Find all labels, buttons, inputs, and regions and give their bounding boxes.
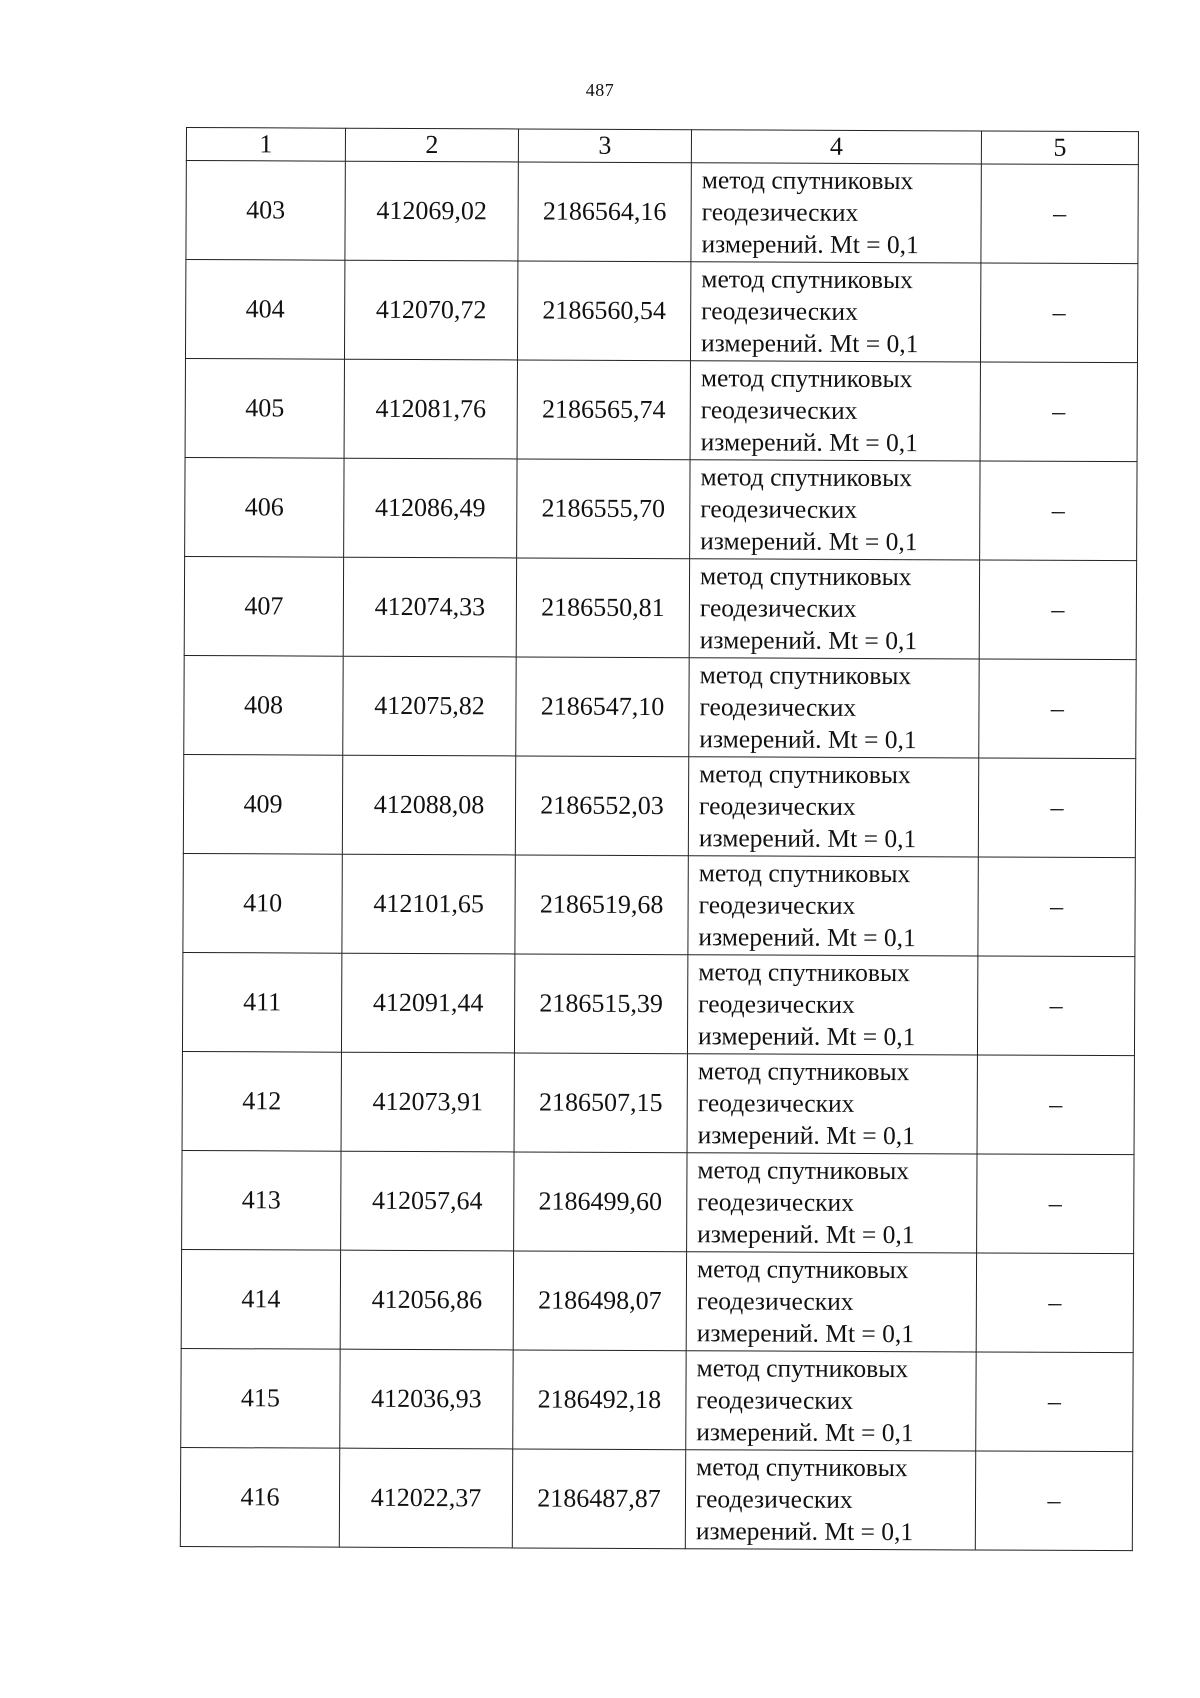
x-coordinate-cell: 412057,64 — [341, 1151, 514, 1251]
y-coordinate-cell: 2186499,60 — [514, 1152, 687, 1252]
method-cell — [685, 1450, 975, 1550]
method-line: метод спутниковых — [696, 1254, 909, 1285]
method-line: измерений. Mt = 0,1 — [698, 823, 917, 854]
point-number-cell: 403 — [186, 161, 345, 261]
header-row — [186, 128, 1138, 165]
y-coordinate-cell: 2186547,10 — [516, 657, 689, 757]
y-coordinate-cell: 2186560,54 — [517, 261, 690, 361]
y-coordinate-cell: 2186515,39 — [514, 954, 687, 1054]
table-header — [186, 128, 1138, 165]
method-line: геодезических — [700, 395, 858, 425]
y-coordinate-cell: 2186487,87 — [512, 1449, 685, 1549]
method-cell — [689, 559, 979, 659]
table-row — [182, 1150, 1134, 1253]
method-line: измерений. Mt = 0,1 — [700, 526, 918, 557]
table-row — [181, 1249, 1133, 1352]
method-line: геодезических — [698, 890, 856, 920]
method-line: метод спутниковых — [699, 561, 912, 592]
method-line: измерений. Mt = 0,1 — [701, 229, 919, 260]
point-number-cell: 416 — [180, 1447, 339, 1547]
note-cell: – — [980, 263, 1137, 363]
method-line: геодезических — [701, 197, 859, 227]
note-cell: – — [977, 1055, 1134, 1155]
y-coordinate-cell: 2186552,03 — [515, 756, 688, 856]
point-number-cell: 412 — [182, 1051, 341, 1151]
method-line: измерений. Mt = 0,1 — [696, 1417, 914, 1448]
point-number-cell: 404 — [185, 260, 344, 360]
point-number-cell: 411 — [182, 952, 341, 1052]
note-cell: – — [976, 1253, 1133, 1353]
table-row — [180, 1447, 1132, 1550]
x-coordinate-cell: 412022,37 — [339, 1448, 512, 1548]
note-cell: – — [979, 659, 1136, 759]
table-row — [185, 260, 1137, 363]
method-line: геодезических — [701, 296, 858, 326]
method-line: метод спутниковых — [697, 1155, 910, 1186]
header-cell-5: 5 — [981, 131, 1138, 165]
method-line: метод спутниковых — [697, 1056, 910, 1087]
method-line: метод спутниковых — [698, 957, 910, 988]
point-number-cell: 406 — [185, 457, 344, 557]
point-number-cell: 409 — [183, 754, 342, 854]
method-cell — [687, 955, 977, 1055]
method-line: метод спутниковых — [696, 1452, 908, 1483]
method-cell — [690, 361, 980, 461]
x-coordinate-cell: 412056,86 — [340, 1250, 513, 1350]
x-coordinate-cell: 412073,91 — [341, 1052, 514, 1152]
method-cell — [691, 163, 981, 263]
method-cell — [687, 1153, 977, 1253]
method-line: геодезических — [695, 1484, 853, 1514]
method-cell — [688, 856, 978, 956]
method-line: метод спутниковых — [698, 858, 911, 889]
method-line: измерений. Mt = 0,1 — [698, 922, 916, 953]
method-line: геодезических — [699, 593, 857, 623]
method-line: измерений. Mt = 0,1 — [699, 724, 917, 755]
method-line: геодезических — [700, 494, 858, 524]
x-coordinate-cell: 412101,65 — [342, 854, 515, 954]
y-coordinate-cell: 2186498,07 — [513, 1251, 686, 1351]
method-line: геодезических — [698, 989, 855, 1019]
method-line: измерений. Mt = 0,1 — [699, 625, 918, 656]
table-row — [182, 952, 1134, 1055]
y-coordinate-cell: 2186564,16 — [518, 162, 691, 262]
method-cell — [689, 658, 979, 758]
table-row — [183, 853, 1135, 956]
x-coordinate-cell: 412074,33 — [343, 557, 516, 657]
method-line: геодезических — [699, 692, 857, 722]
point-number-cell: 413 — [182, 1150, 341, 1250]
point-number-cell: 407 — [184, 556, 343, 656]
method-line: геодезических — [697, 1187, 855, 1217]
method-line: метод спутниковых — [699, 759, 911, 790]
note-cell: – — [978, 857, 1135, 957]
x-coordinate-cell: 412081,76 — [344, 359, 517, 459]
method-line: измерений. Mt = 0,1 — [697, 1021, 916, 1052]
method-line: метод спутниковых — [701, 165, 914, 196]
x-coordinate-cell: 412091,44 — [341, 953, 514, 1053]
point-number-cell: 405 — [185, 358, 344, 458]
point-number-cell: 408 — [184, 655, 343, 755]
table-row — [184, 556, 1136, 659]
table-row — [181, 1348, 1133, 1451]
note-cell: – — [977, 956, 1134, 1056]
method-cell — [686, 1351, 976, 1451]
table-row — [185, 358, 1137, 461]
method-line: геодезических — [696, 1385, 854, 1415]
method-line: измерений. Mt = 0,1 — [695, 1516, 914, 1547]
x-coordinate-cell: 412075,82 — [343, 656, 516, 756]
method-line: измерений. Mt = 0,1 — [701, 328, 919, 359]
method-line: геодезических — [697, 1088, 855, 1118]
method-cell — [690, 262, 980, 362]
method-line: геодезических — [698, 791, 856, 821]
method-cell — [686, 1252, 976, 1352]
y-coordinate-cell: 2186550,81 — [516, 558, 689, 658]
x-coordinate-cell: 412088,08 — [342, 755, 515, 855]
x-coordinate-cell: 412070,72 — [344, 260, 517, 360]
header-cell-3: 3 — [518, 129, 691, 163]
table-row — [183, 754, 1135, 857]
table-row — [185, 457, 1137, 560]
note-cell: – — [981, 164, 1138, 264]
method-line: метод спутниковых — [699, 660, 912, 691]
method-line: метод спутниковых — [701, 264, 913, 295]
header-cell-1: 1 — [186, 128, 345, 162]
y-coordinate-cell: 2186555,70 — [517, 459, 690, 559]
table-row — [186, 161, 1138, 264]
method-line: измерений. Mt = 0,1 — [696, 1318, 915, 1349]
method-line: метод спутниковых — [700, 462, 913, 493]
method-cell — [688, 757, 978, 857]
note-cell: – — [975, 1451, 1132, 1551]
note-cell: – — [977, 1154, 1134, 1254]
method-line: измерений. Mt = 0,1 — [700, 427, 919, 458]
method-cell — [690, 460, 980, 560]
point-number-cell: 415 — [181, 1348, 340, 1448]
method-line: метод спутниковых — [696, 1353, 909, 1384]
note-cell: – — [980, 362, 1137, 462]
method-line: измерений. Mt = 0,1 — [697, 1120, 916, 1151]
method-line: метод спутниковых — [700, 363, 913, 394]
y-coordinate-cell: 2186507,15 — [514, 1053, 687, 1153]
coordinates-table — [180, 127, 1139, 1551]
point-number-cell: 414 — [181, 1249, 340, 1349]
header-cell-2: 2 — [345, 128, 518, 162]
note-cell: – — [980, 461, 1137, 561]
y-coordinate-cell: 2186492,18 — [513, 1350, 686, 1450]
y-coordinate-cell: 2186565,74 — [517, 360, 690, 460]
page-number: 487 — [585, 80, 615, 100]
header-cell-4: 4 — [691, 130, 981, 164]
table-row — [184, 655, 1136, 758]
note-cell: – — [978, 758, 1135, 858]
method-cell — [687, 1054, 977, 1154]
point-number-cell: 410 — [183, 853, 342, 953]
x-coordinate-cell: 412086,49 — [344, 458, 517, 558]
method-line: измерений. Mt = 0,1 — [697, 1219, 915, 1250]
x-coordinate-cell: 412036,93 — [340, 1349, 513, 1449]
note-cell: – — [976, 1352, 1133, 1452]
method-line: геодезических — [696, 1286, 854, 1316]
table-row — [182, 1051, 1134, 1154]
note-cell: – — [979, 560, 1136, 660]
x-coordinate-cell: 412069,02 — [345, 161, 518, 261]
y-coordinate-cell: 2186519,68 — [515, 855, 688, 955]
table-body — [180, 161, 1138, 1551]
